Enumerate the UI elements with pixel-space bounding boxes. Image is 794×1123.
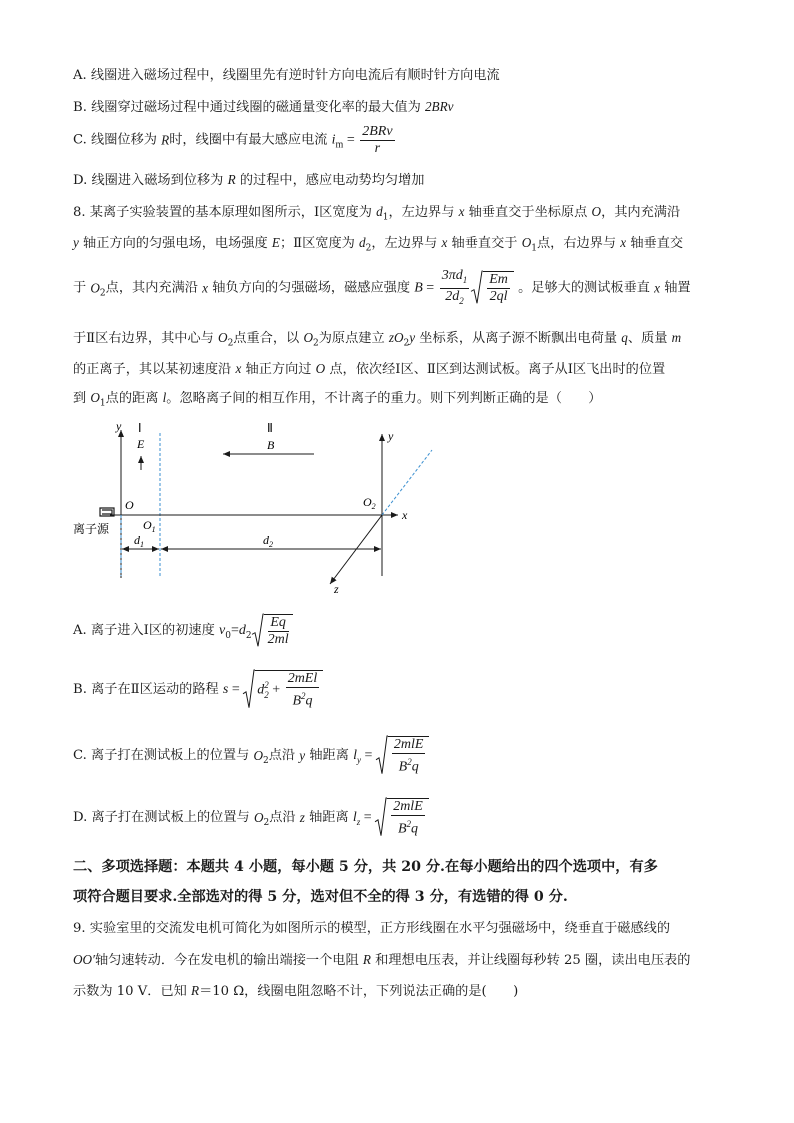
- section-2-heading-line-1: 二、多项选择题：本题共 4 小题，每小题 5 分，共 20 分.在每小题给出的四个选项中，有多: [73, 859, 658, 875]
- q8-option-c: C. 离子打在测试板上的位置与 $O_2$点沿 y 轴距离 $l_y$ = $\frac{\text{2mlE}}{B^2q}$: [73, 736, 429, 782]
- q8-line-3: 于 $O_2$点，其内充满沿 x 轴负方向的匀强磁场，磁感应强度 B = $\frac{3\pi d_1}{2d_2}$ $\frac{Em}{2ql}$ 。足够大的测试板垂直 x 轴置: [73, 268, 691, 314]
- x-axis-label: x: [402, 508, 408, 522]
- formula-lz-sqrt: $\frac{\text{2mlE}}{B^2q}$: [375, 798, 429, 838]
- prev-option-a: A. 线圈进入磁场过程中，线圈里先有逆时针方向电流后有顺时针方向电流: [73, 68, 500, 83]
- formula-b-fraction: $\frac{3\pi d_1}{2d_2}$: [441, 268, 468, 306]
- b-field-label: B: [267, 438, 275, 452]
- q8-line-2: y 轴正方向的匀强电场，电场强度 E；Ⅱ区宽度为 $d_2$，左边界与 x 轴垂直交于 $O_1$点，右边界与 x 轴垂直交: [73, 235, 684, 254]
- formula-ly-sqrt: $\frac{\text{2mlE}}{B^2q}$: [376, 736, 430, 776]
- d1-label: $d_1$: [134, 533, 144, 549]
- origin-o1-label: $O_1$: [143, 518, 156, 534]
- prev-option-d: D. 线圈进入磁场到位移为 R 的过程中，感应电动势均匀增加: [73, 172, 425, 188]
- diagonal-dashed: [382, 450, 432, 515]
- q8-line-1: 8. 某离子实验装置的基本原理如图所示，Ⅰ区宽度为 $d_1$，左边界与 x 轴垂直交于坐标原点 O，其内充满沿: [73, 204, 681, 223]
- origin-o2-label: $O_2$: [363, 495, 376, 511]
- formula-b-sqrt: $\frac{Em}{2ql}$: [471, 271, 514, 305]
- q8-line-5: 的正离子，其以某初速度沿 x 轴正方向过 O 点，依次经Ⅰ区、Ⅱ区到达测试板。离子从Ⅰ区飞出时的位置: [73, 361, 666, 377]
- q8-option-a: A. 离子进入Ⅰ区的初速度 $v_0=d_2$ $\frac{Eq}{2ml}$: [73, 614, 293, 656]
- q8-line-6: 到 $O_1$点的距离 l。忽略离子间的相互作用，不计离子的重力。则下列判断正确的是（ ）: [73, 390, 602, 409]
- region-2-label: Ⅱ: [267, 421, 273, 435]
- origin-o-label: O: [125, 498, 134, 512]
- prev-option-b: B. 线圈穿过磁场过程中通过线圈的磁通量变化率的最大值为 2BRv: [73, 99, 454, 115]
- q8-line-4: 于Ⅱ区右边界，其中心与 $O_2$点重合，以 $O_2$为原点建立 $zO_2y$ 坐标系，从离子源不断飘出电荷量 q、质量 m: [73, 330, 682, 349]
- y-axis-label: y: [116, 419, 122, 433]
- d2-label: $d_2$: [263, 533, 273, 549]
- region-1-label: Ⅰ: [138, 421, 142, 435]
- test-plate-y-label: y: [388, 429, 394, 443]
- ion-source-label: 离子源: [73, 522, 110, 536]
- q8-option-d: D. 离子打在测试板上的位置与 $O_2$点沿 z 轴距离 $l_z$ = $\frac{\text{2mlE}}{B^2q}$: [73, 798, 429, 844]
- q9-line-1: 9. 实验室里的交流发电机可简化为如图所示的模型，正方形线圈在水平匀强磁场中，绕垂直于磁感线的: [73, 921, 671, 936]
- e-field-label: E: [137, 437, 145, 451]
- q9-line-2: OO′轴匀速转动．今在发电机的输出端接一个电阻 R 和理想电压表，并让线圈每秒转 25 圈，读出电压表的: [73, 952, 691, 968]
- formula-im: $\frac{\text{2BRv}}{r}$: [362, 124, 393, 156]
- prev-option-c: C. 线圈位移为 R时，线圈中有最大感应电流 $i_m$ = $\frac{\text{2BRv}}{r}$: [73, 124, 393, 156]
- formula-a-sqrt: $\frac{Eq}{2ml}$: [252, 614, 293, 648]
- q8-option-b: B. 离子在Ⅱ区运动的路程 s = d 2 2 + $\frac{\text{2mEl}}{B^2q}$: [73, 670, 323, 718]
- q8-diagram: [73, 418, 450, 600]
- z-axis-label: z: [334, 582, 339, 596]
- formula-b-path-sqrt: d 2 2 + $\frac{\text{2mEl}}{B^2q}$: [243, 670, 323, 710]
- q9-line-3: 示数为 10 V．已知 R＝10 Ω，线圈电阻忽略不计，下列说法正确的是( ): [73, 983, 519, 999]
- section-2-heading-line-2: 项符合题目要求.全部选对的得 5 分，选对但不全的得 3 分，有选错的得 0 分.: [73, 889, 568, 905]
